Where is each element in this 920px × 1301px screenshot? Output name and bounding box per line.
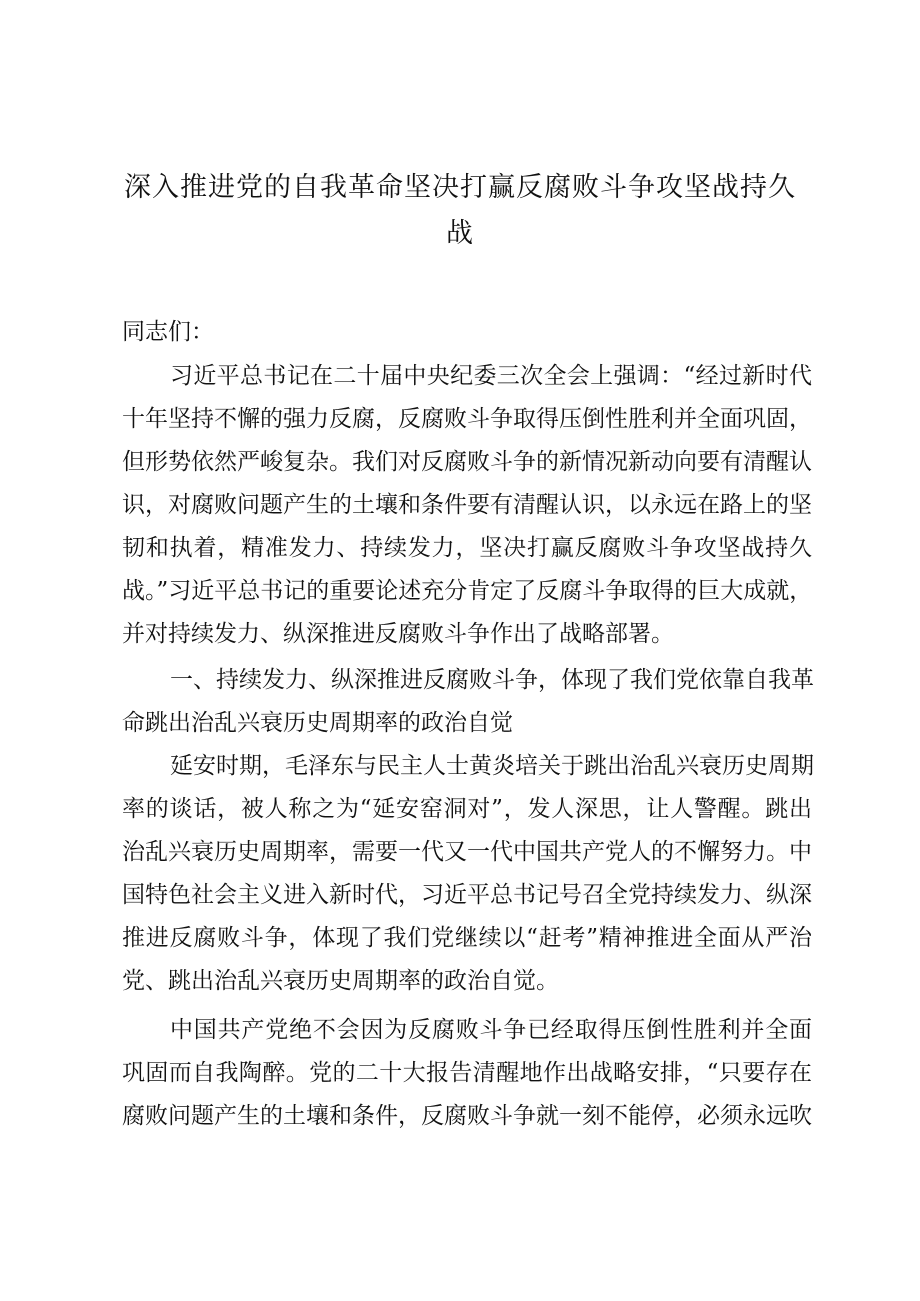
title-line-2: 战 xyxy=(446,218,474,249)
paragraph-2-line: 率的谈话，被人称之为“延安窑洞对”，发人深思，让人警醒。跳出 xyxy=(122,796,812,822)
paragraph-2-line: 国特色社会主义进入新时代，习近平总书记号召全党持续发力、纵深 xyxy=(122,882,812,908)
paragraph-3-line: 巩固而自我陶醉。党的二十大报告清醒地作出战略安排，“只要存在 xyxy=(122,1060,812,1086)
paragraph-1-line: 韧和执着，精准发力、持续发力，坚决打赢反腐败斗争攻坚战持久 xyxy=(122,535,812,561)
paragraph-1-line: 识，对腐败问题产生的土壤和条件要有清醒认识，以永远在路上的坚 xyxy=(122,492,812,518)
document-title xyxy=(110,166,810,256)
section-heading-line: 一、持续发力、纵深推进反腐败斗争，体现了我们党依靠自我革 xyxy=(170,667,814,693)
paragraph-2-line: 延安时期，毛泽东与民主人士黄炎培关于跳出治乱兴衰历史周期 xyxy=(170,753,814,779)
paragraph-2-line: 党、跳出治乱兴衰历史周期率的政治自觉。 xyxy=(122,968,559,994)
paragraph-1-line: 战。”习近平总书记的重要论述充分肯定了反腐斗争取得的巨大成就， xyxy=(122,578,813,604)
salutation: 同志们： xyxy=(122,319,214,345)
paragraph-3-line: 中国共产党绝不会因为反腐败斗争已经取得压倒性胜利并全面 xyxy=(170,1017,812,1043)
paragraph-1-line: 并对持续发力、纵深推进反腐败斗争作出了战略部署。 xyxy=(122,621,674,647)
paragraph-3-line: 腐败问题产生的土壤和条件，反腐败斗争就一刻不能停，必须永远吹 xyxy=(122,1103,812,1129)
paragraph-1-line: 十年坚持不懈的强力反腐，反腐败斗争取得压倒性胜利并全面巩固， xyxy=(122,406,812,432)
section-heading-line: 命跳出治乱兴衰历史周期率的政治自觉 xyxy=(122,710,513,736)
paragraph-2-line: 治乱兴衰历史周期率，需要一代又一代中国共产党人的不懈努力。中 xyxy=(122,839,812,865)
paragraph-1-line: 习近平总书记在二十届中央纪委三次全会上强调：“经过新时代 xyxy=(170,363,812,389)
paragraph-1-line: 但形势依然严峻复杂。我们对反腐败斗争的新情况新动向要有清醒认 xyxy=(122,449,812,475)
title-line-1: 深入推进党的自我革命坚决打赢反腐败斗争攻坚战持久 xyxy=(124,172,796,203)
paragraph-2-line: 推进反腐败斗争，体现了我们党继续以“赶考”精神推进全面从严治 xyxy=(122,925,812,951)
